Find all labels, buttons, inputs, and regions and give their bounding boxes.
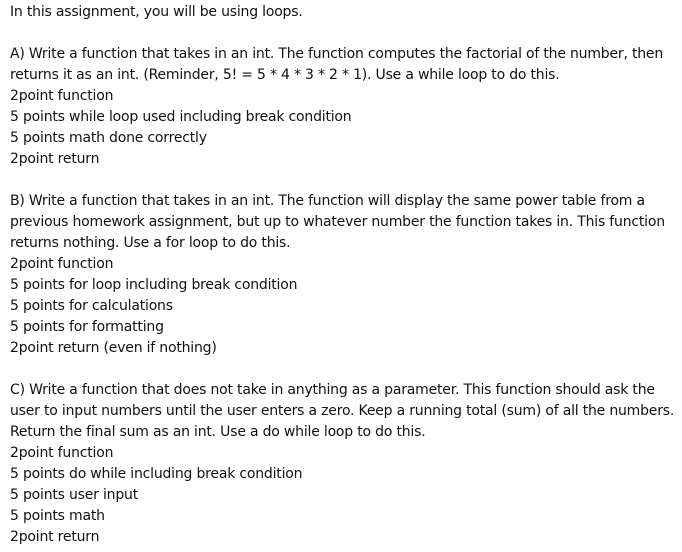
- spacer: [10, 359, 638, 380]
- section-b-rubric-item: 5 points for loop including break condition: [10, 277, 298, 293]
- section-c-rubric-item: 2point function: [10, 445, 114, 461]
- section-c-rubric-item: 5 points math: [10, 508, 105, 524]
- section-c-prompt-line-1: C) Write a function that does not take in anything as a parameter. This function should ask the: [10, 382, 655, 398]
- section-a: [10, 44, 663, 170]
- intro-text: In this assignment, you will be using loops.: [10, 4, 303, 20]
- section-c-rubric-item: 5 points user input: [10, 487, 139, 503]
- section-c: [10, 380, 675, 548]
- section-b-rubric-item: 5 points for formatting: [10, 319, 164, 335]
- section-c-rubric-item: 5 points do while including break condition: [10, 466, 303, 482]
- section-c-prompt-line-3: Return the final sum as an int. Use a do while loop to do this.: [10, 424, 426, 440]
- spacer: [10, 23, 638, 44]
- section-b-rubric-item: 2point function: [10, 256, 114, 272]
- section-b-prompt-line-3: returns nothing. Use a for loop to do this.: [10, 235, 291, 251]
- section-a-rubric-item: 2point return: [10, 151, 100, 167]
- section-c-prompt-line-2: user to input numbers until the user enters a zero. Keep a running total (sum) of all the numbers.: [10, 403, 675, 419]
- section-a-rubric-item: 2point function: [10, 88, 114, 104]
- section-b-prompt-line-1: B) Write a function that takes in an int. The function will display the same power table from a: [10, 193, 645, 209]
- section-b-rubric-item: 5 points for calculations: [10, 298, 173, 314]
- section-a-rubric-item: 5 points while loop used including break condition: [10, 109, 352, 125]
- assignment-document: [10, 0, 675, 548]
- section-b-rubric-item: 2point return (even if nothing): [10, 340, 217, 356]
- section-c-rubric-item: 2point return: [10, 529, 100, 545]
- spacer: [10, 170, 638, 191]
- section-a-prompt-line-1: A) Write a function that takes in an int. The function computes the factorial of the number, then: [10, 46, 663, 62]
- section-a-rubric-item: 5 points math done correctly: [10, 130, 207, 146]
- section-b: [10, 191, 665, 359]
- section-b-prompt-line-2: previous homework assignment, but up to whatever number the function takes in. This function: [10, 214, 665, 230]
- section-a-prompt-line-2: returns it as an int. (Reminder, 5! = 5 * 4 * 3 * 2 * 1). Use a while loop to do this.: [10, 67, 560, 83]
